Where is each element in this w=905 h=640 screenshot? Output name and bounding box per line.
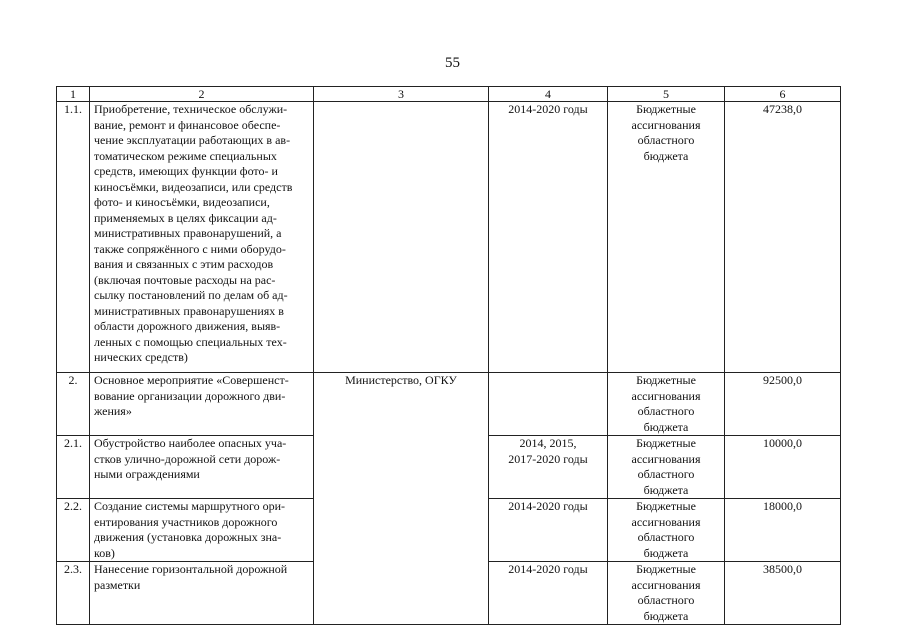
column-header: 3 xyxy=(314,87,489,102)
text-line: министративных правонарушениях в xyxy=(94,303,284,318)
header-row xyxy=(57,87,841,102)
measure-description xyxy=(90,373,314,436)
funding-source-cell xyxy=(608,102,725,373)
text-line: также сопряжённого с ними оборудо- xyxy=(94,241,286,256)
text-line: ными ограждениями xyxy=(94,467,200,481)
table-row xyxy=(57,102,841,373)
text-line: бюджета xyxy=(643,482,689,497)
text-line: бюджета xyxy=(643,148,689,163)
text-line: разметки xyxy=(94,577,141,592)
period-cell xyxy=(489,499,608,562)
executor-cell xyxy=(314,373,489,625)
column-header: 6 xyxy=(725,87,841,102)
text-line: чение эксплуатации работающих в ав- xyxy=(94,133,291,147)
text-line: Обустройство наиболее опасных уча- xyxy=(94,436,287,450)
text-line: областного xyxy=(637,404,695,418)
column-header: 4 xyxy=(489,87,608,102)
text-line: 2014-2020 годы xyxy=(508,102,588,116)
text-line: средств, имеющих функции фото- и xyxy=(94,164,278,178)
text-line: ассигнования xyxy=(631,388,701,403)
text-line: Бюджетные xyxy=(636,102,696,116)
text-line: фото- и киносъёмки, видеозаписи, xyxy=(94,195,270,209)
text-line: областного xyxy=(637,133,695,147)
measure-description xyxy=(90,562,314,625)
text-line: министративных правонарушений, а xyxy=(94,226,282,240)
text-line: ассигнования xyxy=(631,117,701,132)
text-line: вание, ремонт и финансовое обеспе- xyxy=(94,117,281,132)
row-number: 2.1. xyxy=(57,436,90,499)
text-line: бюджета xyxy=(643,545,689,560)
funding-source-cell xyxy=(608,373,725,436)
text-line: Приобретение, техническое обслужи- xyxy=(94,102,288,116)
text-line: ентирования участников дорожного xyxy=(94,514,278,529)
text-line: томатическом режиме специальных xyxy=(94,148,277,163)
text-line: бюджета xyxy=(643,419,689,434)
text-line: жения» xyxy=(94,404,132,418)
funding-source-cell xyxy=(608,499,725,562)
amount-cell: 10000,0 xyxy=(725,436,841,499)
row-number: 1.1. xyxy=(57,102,90,373)
text-line: стков улично-дорожной сети дорож- xyxy=(94,451,281,466)
period-cell xyxy=(489,562,608,625)
text-line: Нанесение горизонтальной дорожной xyxy=(94,562,288,576)
text-line: области дорожного движения, выяв- xyxy=(94,319,281,333)
text-line: Бюджетные xyxy=(636,373,696,387)
text-line: вование организации дорожного дви- xyxy=(94,388,286,403)
text-line: ассигнования xyxy=(631,577,701,592)
text-line: вания и связанных с этим расходов xyxy=(94,257,274,271)
text-line: ленных с помощью специальных тех- xyxy=(94,334,287,349)
text-line: ассигнования xyxy=(631,514,701,529)
text-line: сылку постановлений по делам об ад- xyxy=(94,288,288,302)
executor-cell xyxy=(314,102,489,373)
funding-source-cell xyxy=(608,436,725,499)
measures-table xyxy=(56,86,841,625)
amount-cell: 47238,0 xyxy=(725,102,841,373)
row-number: 2.2. xyxy=(57,499,90,562)
text-line: 2014-2020 годы xyxy=(508,562,588,576)
column-header: 2 xyxy=(90,87,314,102)
measure-description xyxy=(90,436,314,499)
text-line: 2017-2020 годы xyxy=(508,451,588,466)
text-line: нических средств) xyxy=(94,350,188,364)
text-line: движения (установка дорожных зна- xyxy=(94,530,282,544)
text-line: областного xyxy=(637,593,695,607)
measure-description xyxy=(90,499,314,562)
amount-cell: 18000,0 xyxy=(725,499,841,562)
amount-cell: 92500,0 xyxy=(725,373,841,436)
table-row xyxy=(57,373,841,436)
text-line: Бюджетные xyxy=(636,499,696,513)
measure-description xyxy=(90,102,314,373)
text-line: ассигнования xyxy=(631,451,701,466)
period-cell xyxy=(489,102,608,373)
text-line: киносъёмки, видеозаписи, или средств xyxy=(94,179,293,194)
row-number: 2.3. xyxy=(57,562,90,625)
text-line: бюджета xyxy=(643,608,689,623)
text-line: 2014-2020 годы xyxy=(508,499,588,513)
text-line: Основное мероприятие «Совершенст- xyxy=(94,373,289,387)
text-line: Бюджетные xyxy=(636,436,696,450)
text-line: Создание системы маршрутного ори- xyxy=(94,499,286,513)
column-header: 5 xyxy=(608,87,725,102)
text-line: применяемых в целях фиксации ад- xyxy=(94,210,277,225)
period-cell xyxy=(489,373,608,436)
text-line: областного xyxy=(637,467,695,481)
page-number: 55 xyxy=(445,55,460,71)
text-line: 2014, 2015, xyxy=(519,436,577,450)
period-cell xyxy=(489,436,608,499)
column-header: 1 xyxy=(57,87,90,102)
text-line: ков) xyxy=(94,545,115,560)
funding-source-cell xyxy=(608,562,725,625)
text-line: Министерство, ОГКУ xyxy=(345,373,457,387)
row-number: 2. xyxy=(57,373,90,436)
amount-cell: 38500,0 xyxy=(725,562,841,625)
text-line: Бюджетные xyxy=(636,562,696,576)
text-line: областного xyxy=(637,530,695,544)
text-line: (включая почтовые расходы на рас- xyxy=(94,272,276,287)
